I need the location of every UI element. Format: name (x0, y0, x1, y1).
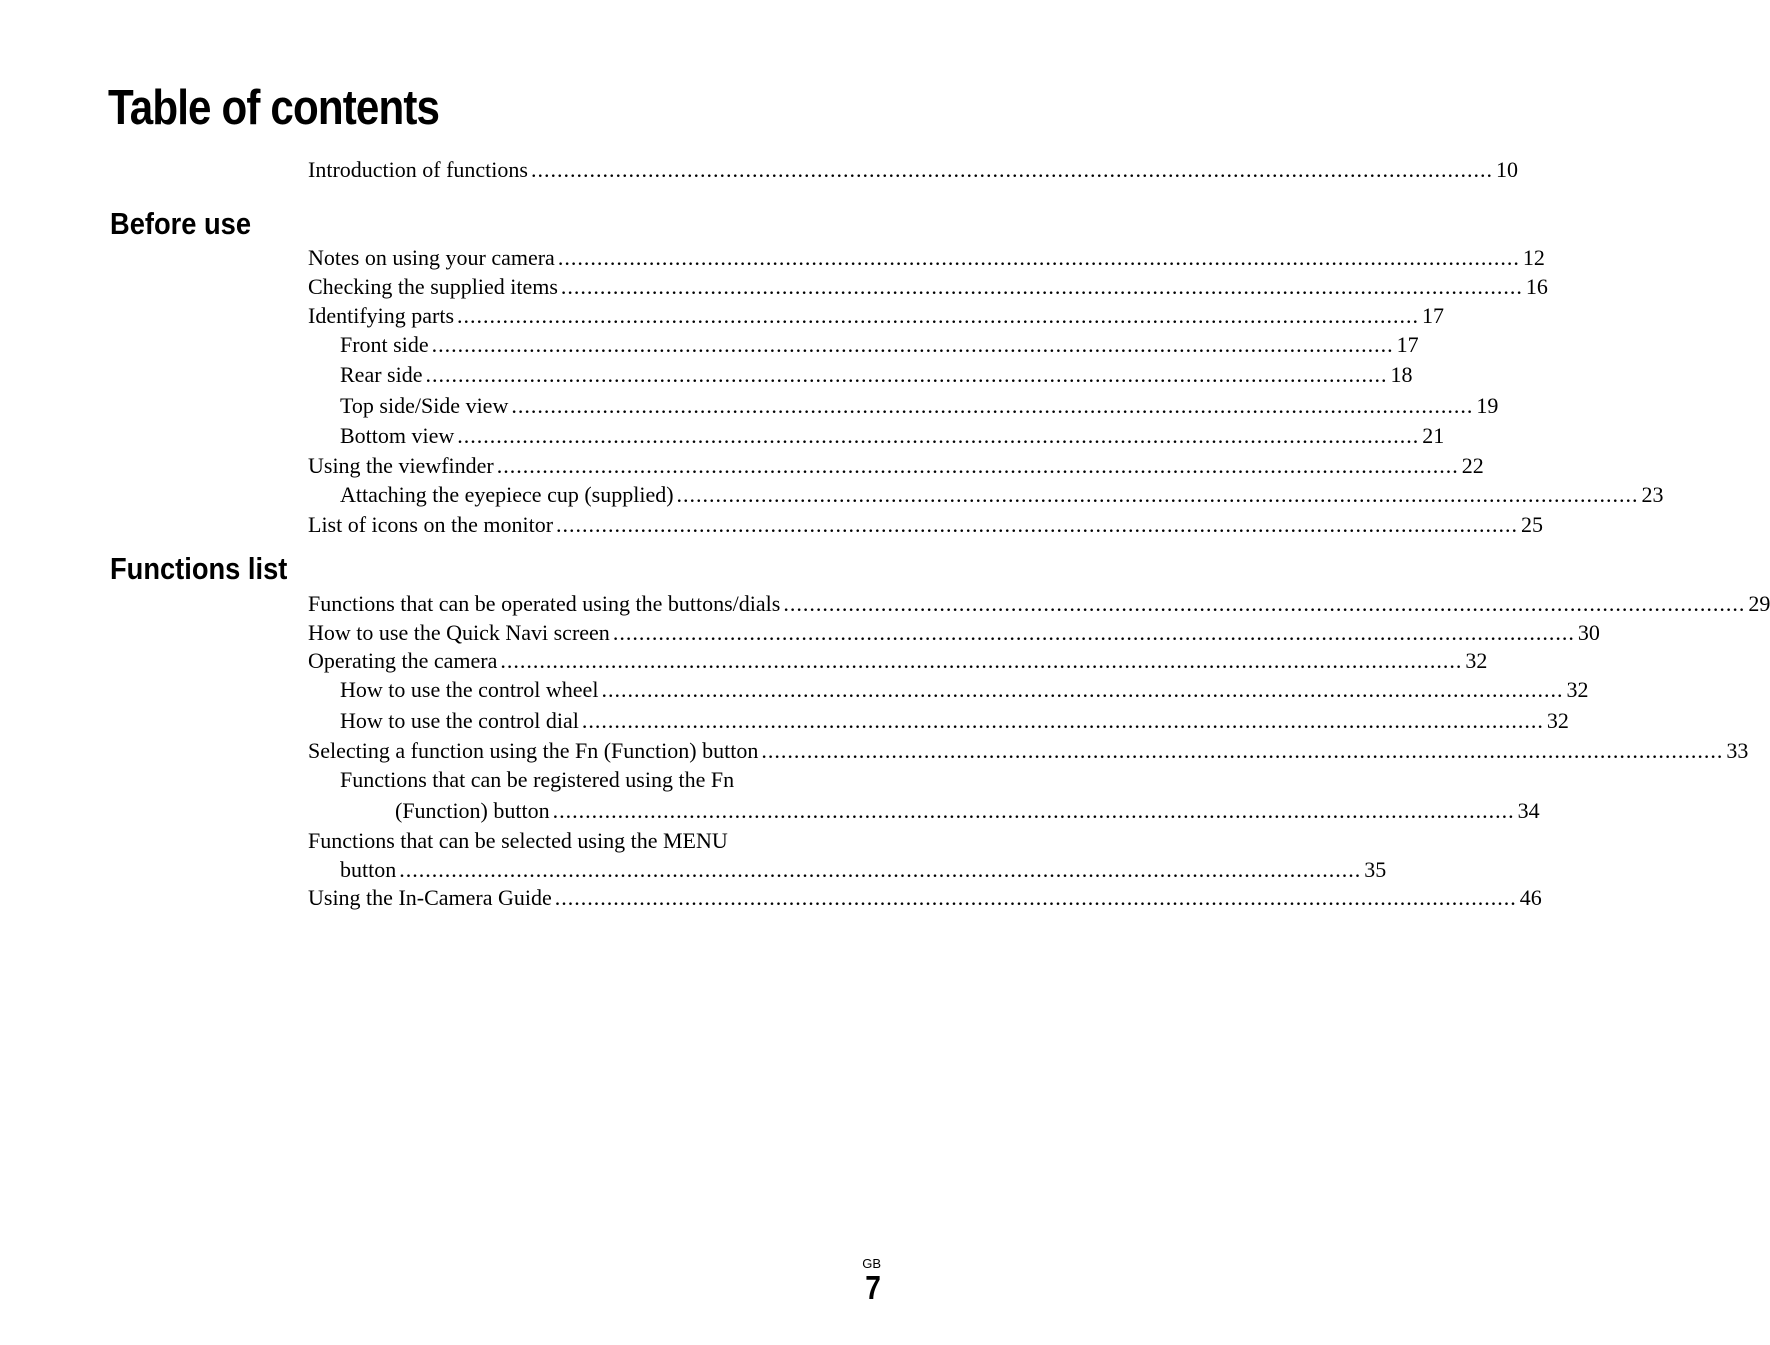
toc-page-number: 18 (1390, 362, 1413, 387)
toc-entry-label: Using the viewfinder (308, 453, 494, 478)
toc-entry-label: Using the In-Camera Guide (308, 885, 552, 910)
dot-leader: .................................................................................................................................................... (556, 512, 1519, 537)
toc-entry-top-side-side-view[interactable] (340, 392, 1499, 420)
toc-entry-list-of-icons-on-the-monitor[interactable] (308, 511, 1544, 539)
toc-entry-fn-registered-first-line (340, 766, 734, 794)
toc-entry-using-the-viewfinder[interactable] (308, 452, 1484, 480)
dot-leader: .................................................................................................................................................... (560, 274, 1523, 299)
toc-entry-bottom-view[interactable] (340, 422, 1445, 450)
dot-leader: .................................................................................................................................................... (554, 885, 1517, 910)
toc-page-number: 25 (1521, 512, 1544, 537)
toc-entry-menu-first-line (308, 827, 728, 855)
toc-entry-label: How to use the Quick Navi screen (308, 620, 610, 645)
toc-entry-label: How to use the control dial (340, 708, 579, 733)
dot-leader: .................................................................................................................................................... (399, 857, 1362, 882)
toc-entry-label: Functions that can be operated using the buttons/dials (308, 591, 781, 616)
page-folio (862, 1256, 881, 1304)
dot-leader: .................................................................................................................................................... (676, 482, 1639, 507)
toc-entry-quick-navi-screen[interactable] (308, 619, 1600, 647)
dot-leader: .................................................................................................................................................... (457, 303, 1420, 328)
toc-entry-introduction-of-functions[interactable] (308, 156, 1518, 184)
toc-entry-notes-on-using-your-camera[interactable] (308, 244, 1545, 272)
toc-page-number: 46 (1519, 885, 1542, 910)
toc-page-number: 17 (1422, 303, 1445, 328)
toc-entry-front-side[interactable] (340, 331, 1419, 359)
toc-entry-menu-button[interactable] (340, 856, 1387, 884)
toc-page-number: 23 (1641, 482, 1664, 507)
toc-page-number: 12 (1522, 245, 1545, 270)
toc-entry-label: How to use the control wheel (340, 677, 599, 702)
dot-leader: .................................................................................................................................................... (581, 708, 1544, 733)
toc-page-number: 34 (1517, 798, 1540, 823)
section-heading-functions-list: Functions list (110, 551, 288, 586)
toc-entry-attaching-the-eyepiece-cup[interactable] (340, 481, 1664, 509)
toc-entry-functions-operated-buttons-dials[interactable] (308, 590, 1770, 618)
dot-leader: .................................................................................................................................................... (601, 677, 1564, 702)
region-code: GB (862, 1256, 881, 1271)
toc-page-number: 30 (1577, 620, 1600, 645)
toc-entry-label: Functions that can be registered using the Fn (340, 767, 735, 792)
dot-leader: .................................................................................................................................................... (496, 453, 1459, 478)
toc-page-number: 35 (1364, 857, 1387, 882)
page-number: 7 (865, 1269, 881, 1306)
toc-entry-label: Functions that can be selected using the MENU (308, 828, 728, 853)
dot-leader: .................................................................................................................................................... (783, 591, 1746, 616)
toc-page-number: 21 (1422, 423, 1445, 448)
toc-page-number: 32 (1465, 648, 1488, 673)
dot-leader: .................................................................................................................................................... (431, 332, 1394, 357)
toc-page-number: 22 (1461, 453, 1484, 478)
dot-leader: .................................................................................................................................................... (500, 648, 1463, 673)
toc-entry-rear-side[interactable] (340, 361, 1413, 389)
toc-entry-fn-registered[interactable] (395, 797, 1540, 825)
dot-leader: .................................................................................................................................................... (457, 423, 1420, 448)
toc-entry-label: Checking the supplied items (308, 274, 558, 299)
toc-page-number: 16 (1525, 274, 1548, 299)
dot-leader: .................................................................................................................................................... (552, 798, 1515, 823)
toc-entry-label: Front side (340, 332, 429, 357)
toc-entry-label-continued: (Function) button (395, 798, 550, 823)
toc-page-number: 10 (1495, 157, 1518, 182)
dot-leader: .................................................................................................................................................... (761, 738, 1724, 763)
toc-entry-operating-the-camera[interactable] (308, 647, 1488, 675)
toc-entry-label: Introduction of functions (308, 157, 528, 182)
dot-leader: .................................................................................................................................................... (425, 362, 1388, 387)
toc-entry-control-dial[interactable] (340, 707, 1569, 735)
toc-page-number: 17 (1396, 332, 1419, 357)
dot-leader: .................................................................................................................................................... (511, 393, 1474, 418)
toc-page-number: 32 (1546, 708, 1569, 733)
toc-entry-checking-the-supplied-items[interactable] (308, 273, 1548, 301)
toc-entry-label: Attaching the eyepiece cup (supplied) (340, 482, 674, 507)
toc-entry-identifying-parts[interactable] (308, 302, 1445, 330)
toc-page-number: 33 (1726, 738, 1749, 763)
toc-entry-fn-function-button[interactable] (308, 737, 1749, 765)
toc-page-number: 29 (1748, 591, 1770, 616)
toc-entry-label: Rear side (340, 362, 423, 387)
toc-entry-label: Top side/Side view (340, 393, 509, 418)
dot-leader: .................................................................................................................................................... (612, 620, 1575, 645)
toc-entry-label: Bottom view (340, 423, 455, 448)
toc-entry-control-wheel[interactable] (340, 676, 1589, 704)
toc-entry-in-camera-guide[interactable] (308, 884, 1542, 912)
toc-page-number: 19 (1476, 393, 1499, 418)
toc-entry-label: Selecting a function using the Fn (Function) button (308, 738, 759, 763)
dot-leader: .................................................................................................................................................... (530, 157, 1493, 182)
toc-entry-label: List of icons on the monitor (308, 512, 554, 537)
toc-entry-label: Identifying parts (308, 303, 455, 328)
toc-page-number: 32 (1566, 677, 1589, 702)
toc-entry-label: Notes on using your camera (308, 245, 555, 270)
page-title: Table of contents (108, 81, 440, 135)
toc-entry-label-continued: button (340, 857, 397, 882)
toc-entry-label: Operating the camera (308, 648, 498, 673)
dot-leader: .................................................................................................................................................... (557, 245, 1520, 270)
section-heading-before-use: Before use (110, 206, 252, 241)
